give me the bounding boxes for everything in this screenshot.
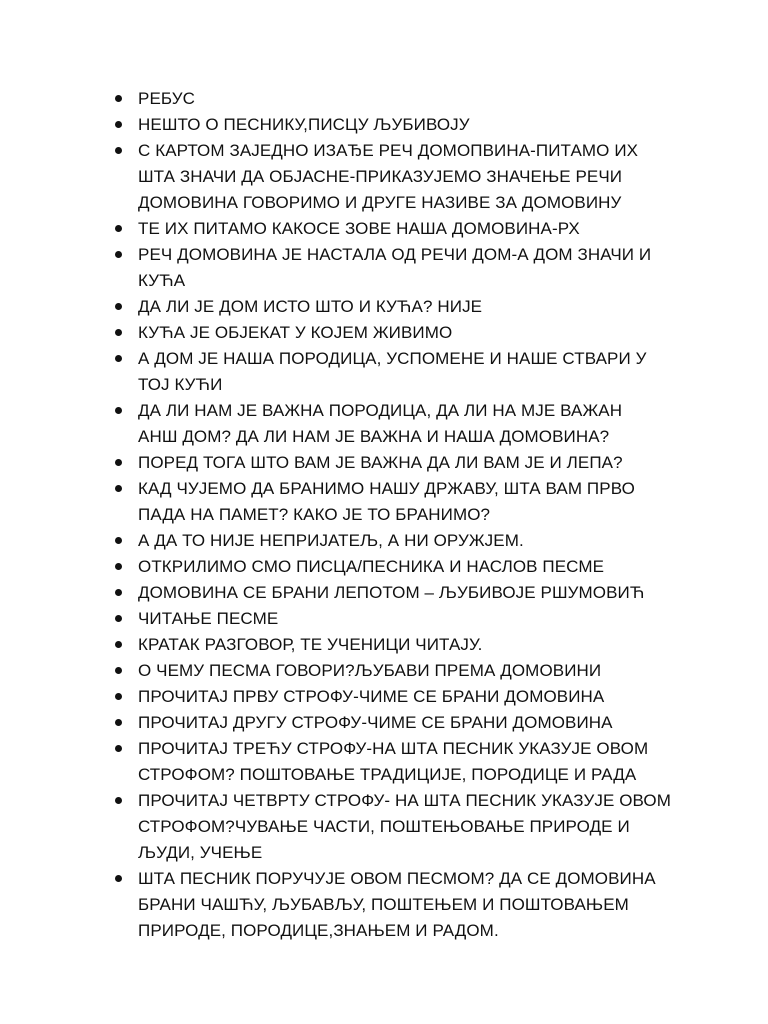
- list-item: [110, 788, 710, 866]
- list-item-text-line: ДА ЛИ ЈЕ ДОМ ИСТО ШТО И КУЋА? НИЈЕ: [138, 297, 483, 316]
- list-item-text-line: О ЧЕМУ ПЕСМА ГОВОРИ?ЉУБАВИ ПРЕМА ДОМОВИНИ: [138, 661, 602, 680]
- list-item: [110, 320, 710, 346]
- list-item-text-line: ПРОЧИТАЈ ЧЕТВРТУ СТРОФУ- НА ШТА ПЕСНИК УКАЗУЈЕ ОВОМ: [138, 791, 671, 810]
- bullet-dot-icon: [115, 485, 122, 492]
- list-item: [110, 606, 710, 632]
- list-item: [110, 658, 710, 684]
- list-item-text-line: ПРОЧИТАЈ ДРУГУ СТРОФУ-ЧИМЕ СЕ БРАНИ ДОМОВИНА: [138, 713, 613, 732]
- list-item-text-line: ПРОЧИТАЈ ТРЕЋУ СТРОФУ-НА ШТА ПЕСНИК УКАЗУЈЕ ОВОМ: [138, 739, 649, 758]
- list-item-text-line: ДОМОВИНА СЕ БРАНИ ЛЕПОТОМ – ЉУБИВОЈЕ РШУМОВИЋ: [138, 583, 645, 602]
- bullet-dot-icon: [115, 745, 122, 752]
- list-item-text-line: АНШ ДОМ? ДА ЛИ НАМ ЈЕ ВАЖНА И НАША ДОМОВИНА?: [138, 427, 610, 446]
- list-item: [110, 112, 710, 138]
- bullet-dot-icon: [115, 95, 122, 102]
- bullet-dot-icon: [115, 719, 122, 726]
- bullet-dot-icon: [115, 563, 122, 570]
- list-item: [110, 138, 710, 216]
- list-item: [110, 346, 710, 398]
- list-item: [110, 736, 710, 788]
- bullet-dot-icon: [115, 641, 122, 648]
- list-item-text-line: СТРОФОМ? ПОШТОВАЊЕ ТРАДИЦИЈЕ, ПОРОДИЦЕ И РАДА: [138, 765, 637, 784]
- list-item-text-line: КУЋА ЈЕ ОБЈЕКАТ У КОЈЕМ ЖИВИМО: [138, 323, 453, 342]
- list-item-text-line: КАД ЧУЈЕМО ДА БРАНИМО НАШУ ДРЖАВУ, ШТА ВАМ ПРВО: [138, 479, 635, 498]
- list-item: [110, 710, 710, 736]
- list-item: [110, 86, 710, 112]
- list-item-text-line: ТОЈ КУЋИ: [138, 375, 223, 394]
- list-item-text-line: ЧИТАЊЕ ПЕСМЕ: [138, 609, 279, 628]
- list-item-text-line: СТРОФОМ?ЧУВАЊЕ ЧАСТИ, ПОШТЕЊОВАЊЕ ПРИРОДЕ И: [138, 817, 630, 836]
- list-item-text-line: РЕЧ ДОМОВИНА ЈЕ НАСТАЛА ОД РЕЧИ ДОМ-А ДОМ ЗНАЧИ И: [138, 245, 652, 264]
- bullet-dot-icon: [115, 407, 122, 414]
- bullet-dot-icon: [115, 225, 122, 232]
- bullet-dot-icon: [115, 693, 122, 700]
- list-item: [110, 398, 710, 450]
- list-item-text-line: С КАРТОМ ЗАЈЕДНО ИЗАЂЕ РЕЧ ДОМОПВИНА-ПИТАМО ИХ: [138, 141, 639, 160]
- list-item-text-line: РЕБУС: [138, 89, 196, 108]
- list-item: [110, 632, 710, 658]
- bullet-dot-icon: [115, 303, 122, 310]
- list-item: [110, 476, 710, 528]
- list-item: [110, 554, 710, 580]
- list-item: [110, 450, 710, 476]
- list-item-text-line: ПРИРОДЕ, ПОРОДИЦЕ,ЗНАЊЕМ И РАДОМ.: [138, 921, 499, 940]
- list-item-text-line: ПРОЧИТАЈ ПРВУ СТРОФУ-ЧИМЕ СЕ БРАНИ ДОМОВИНА: [138, 687, 605, 706]
- list-item: [110, 580, 710, 606]
- bullet-dot-icon: [115, 121, 122, 128]
- list-item-text-line: БРАНИ ЧАШЋУ, ЉУБАВЉУ, ПОШТЕЊЕМ И ПОШТОВАЊЕМ: [138, 895, 629, 914]
- bullet-dot-icon: [115, 329, 122, 336]
- list-item-text-line: НЕШТО О ПЕСНИКУ,ПИСЦУ ЉУБИВОЈУ: [138, 115, 470, 134]
- bullet-dot-icon: [115, 875, 122, 882]
- list-item: [110, 242, 710, 294]
- list-item: [110, 684, 710, 710]
- bullet-dot-icon: [115, 147, 122, 154]
- list-item-text-line: ПАДА НА ПАМЕТ? КАКО ЈЕ ТО БРАНИМО?: [138, 505, 491, 524]
- list-item-text-line: ТЕ ИХ ПИТАМО КАКОСЕ ЗОВЕ НАША ДОМОВИНА-РХ: [138, 219, 580, 238]
- bullet-list: [110, 86, 710, 944]
- list-item: [110, 216, 710, 242]
- list-item-text-line: ОТКРИЛИМО СМО ПИСЦА/ПЕСНИКА И НАСЛОВ ПЕСМЕ: [138, 557, 605, 576]
- list-item-text-line: А ДОМ ЈЕ НАША ПОРОДИЦА, УСПОМЕНЕ И НАШЕ СТВАРИ У: [138, 349, 647, 368]
- bullet-dot-icon: [115, 667, 122, 674]
- list-item-text-line: ДОМОВИНА ГОВОРИМО И ДРУГЕ НАЗИВЕ ЗА ДОМОВИНУ: [138, 193, 622, 212]
- list-item: [110, 294, 710, 320]
- list-item-text-line: КУЋА: [138, 271, 186, 290]
- bullet-dot-icon: [115, 251, 122, 258]
- bullet-dot-icon: [115, 459, 122, 466]
- list-item-text-line: ПОРЕД ТОГА ШТО ВАМ ЈЕ ВАЖНА ДА ЛИ ВАМ ЈЕ И ЛЕПА?: [138, 453, 623, 472]
- list-item: [110, 528, 710, 554]
- list-item-text-line: ШТА ЗНАЧИ ДА ОБЈАСНЕ-ПРИКАЗУЈЕМО ЗНАЧЕЊЕ РЕЧИ: [138, 167, 623, 186]
- bullet-dot-icon: [115, 797, 122, 804]
- list-item: [110, 866, 710, 944]
- bullet-dot-icon: [115, 537, 122, 544]
- bullet-dot-icon: [115, 355, 122, 362]
- list-item-text-line: ДА ЛИ НАМ ЈЕ ВАЖНА ПОРОДИЦА, ДА ЛИ НА МЈЕ ВАЖАН: [138, 401, 623, 420]
- list-item-text-line: КРАТАК РАЗГОВОР, ТЕ УЧЕНИЦИ ЧИТАЈУ.: [138, 635, 483, 654]
- list-item-text-line: А ДА ТО НИЈЕ НЕПРИЈАТЕЉ, А НИ ОРУЖЈЕМ.: [138, 531, 524, 550]
- list-item-text-line: ШТА ПЕСНИК ПОРУЧУЈЕ ОВОМ ПЕСМОМ? ДА СЕ ДОМОВИНА: [138, 869, 656, 888]
- list-item-text-line: ЉУДИ, УЧЕЊЕ: [138, 843, 263, 862]
- bullet-dot-icon: [115, 615, 122, 622]
- bullet-dot-icon: [115, 589, 122, 596]
